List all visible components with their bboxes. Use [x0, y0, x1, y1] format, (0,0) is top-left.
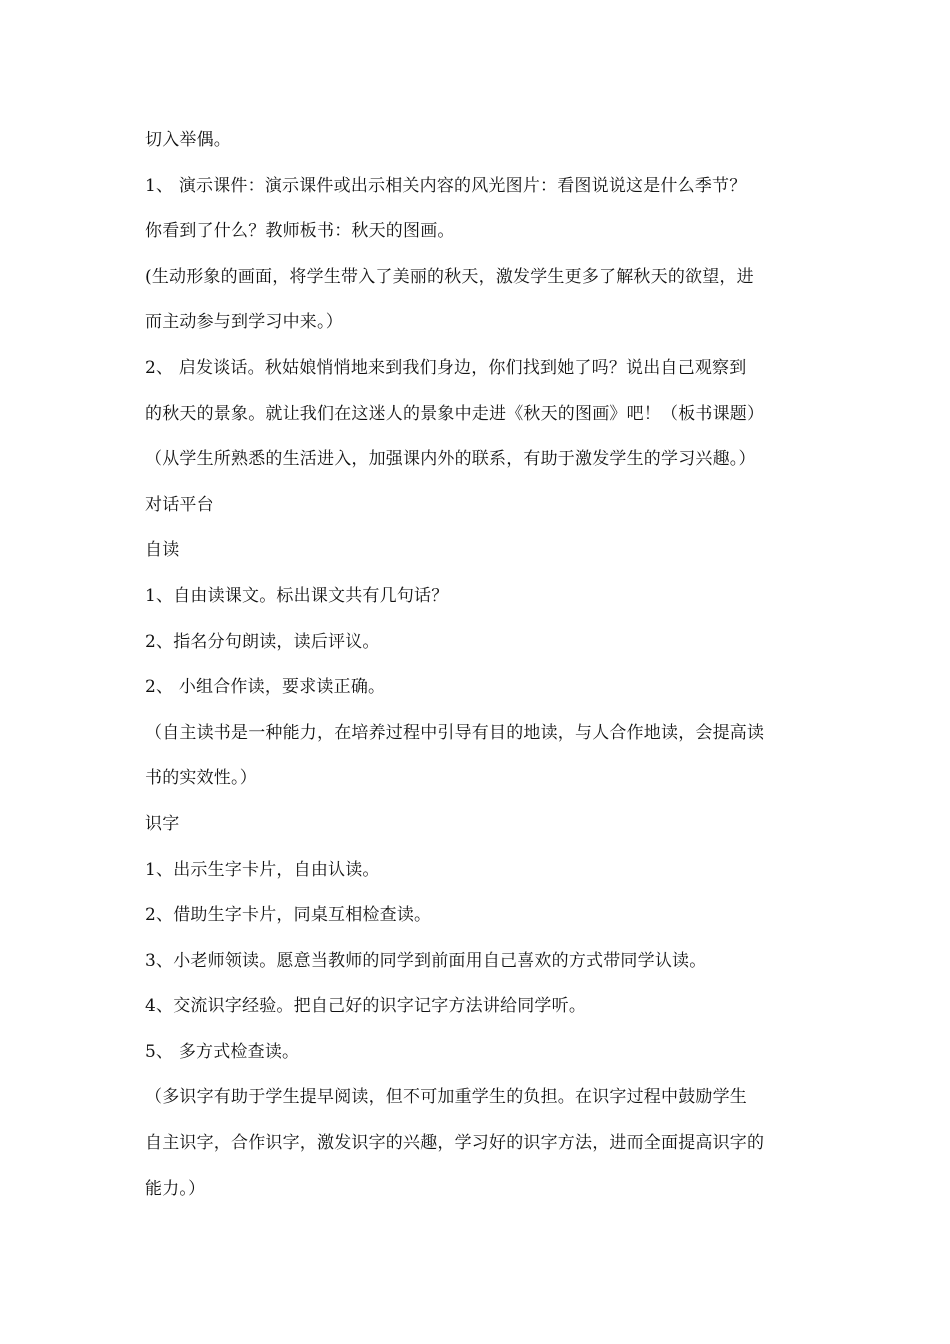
section-heading: 对话平台: [145, 494, 214, 515]
list-item: 1、出示生字卡片，自由认读。: [145, 859, 380, 880]
list-item: 1、自由读课文。标出课文共有几句话？: [145, 585, 449, 606]
list-item: 4、交流识字经验。把自己好的识字记字方法讲给同学听。: [145, 996, 587, 1017]
text-line: 而主动参与到学习中来。）: [145, 312, 343, 333]
list-item: 2、借助生字卡片，同桌互相检查读。: [145, 905, 432, 926]
text-line: 能力。）: [145, 1178, 206, 1199]
subsection-heading: 自读: [145, 540, 180, 561]
text-line: (生动形象的画面，将学生带入了美丽的秋天，激发学生更多了解秋天的欲望，进: [145, 266, 754, 287]
text-line: 2、 启发谈话。秋姑娘悄悄地来到我们身边，你们找到她了吗？说出自己观察到: [145, 357, 747, 378]
text-line: （多识字有助于学生提早阅读，但不可加重学生的负担。在识字过程中鼓励学生: [145, 1087, 747, 1108]
text-line: 1、 演示课件：演示课件或出示相关内容的风光图片：看图说说这是什么季节？: [145, 175, 747, 196]
document-body: [145, 118, 810, 1212]
list-item: 3、小老师领读。愿意当教师的同学到前面用自己喜欢的方式带同学认读。: [145, 950, 707, 971]
text-line: 的秋天的景象。就让我们在这迷人的景象中走进《秋天的图画》吧！（板书课题）: [145, 403, 765, 424]
text-line: （自主读书是一种能力，在培养过程中引导有目的地读，与人合作地读，会提高读: [145, 722, 765, 743]
text-line: （从学生所熟悉的生活进入，加强课内外的联系，有助于激发学生的学习兴趣。）: [145, 449, 756, 470]
list-item: 5、 多方式检查读。: [145, 1041, 300, 1062]
text-line: 你看到了什么？教师板书：秋天的图画。: [145, 221, 455, 242]
list-item: 2、指名分句朗读，读后评议。: [145, 631, 380, 652]
text-line: 书的实效性。）: [145, 768, 257, 789]
list-item: 2、 小组合作读，要求读正确。: [145, 677, 386, 698]
text-line: 切入举偶。: [145, 130, 231, 150]
text-line: 自主识字，合作识字，激发识字的兴趣，学习好的识字方法，进而全面提高识字的: [145, 1133, 765, 1154]
subsection-heading: 识字: [145, 813, 180, 834]
